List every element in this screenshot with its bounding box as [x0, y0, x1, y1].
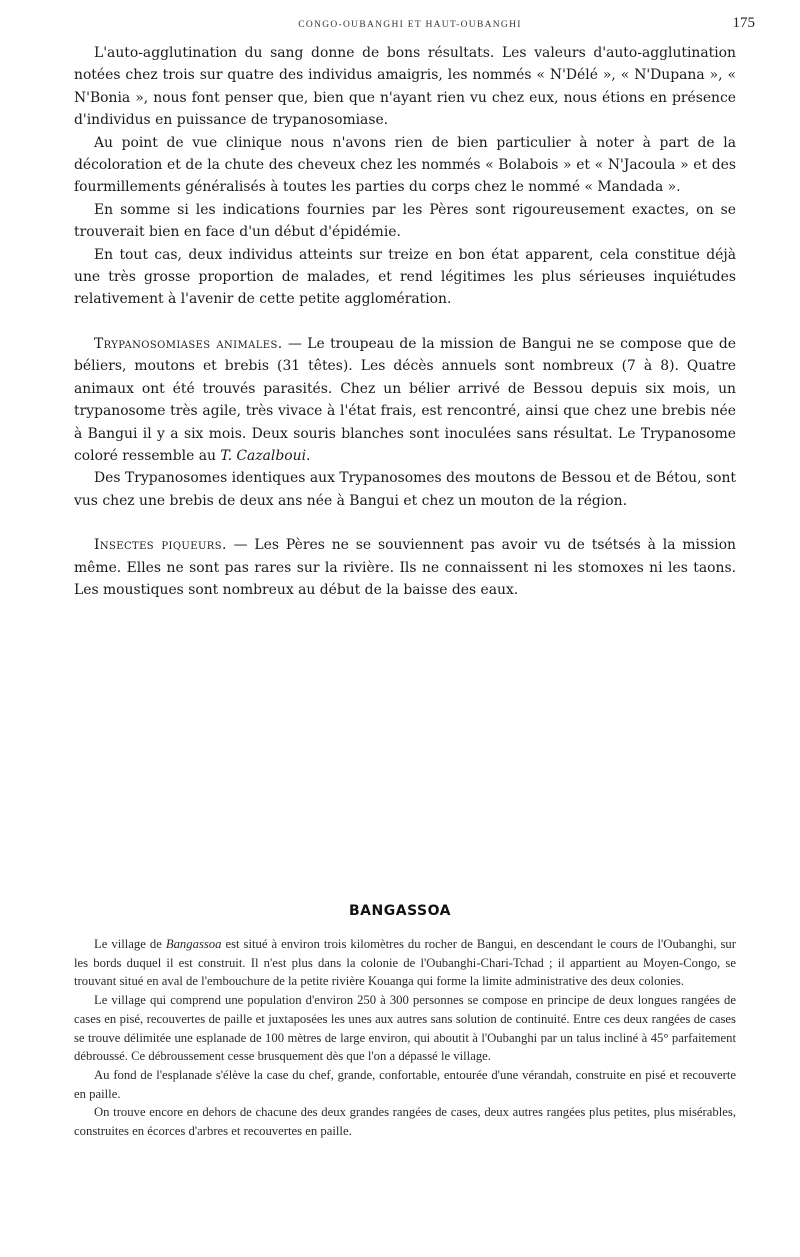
paragraph-auto-agglutination: L'auto-agglutination du sang donne de bons résultats. Les valeurs d'auto-agglutination notées chez trois sur quatre des individus amaigris, les nommés « N'Délé », « N'Dupana », « N'Bonia », nous font penser que, bien que n'ayant rien vu chez eux, nous étions en présence d'individus en puissance de trypanosomiase.: [74, 45, 736, 129]
running-header: CONGO-OUBANGHI ET HAUT-OUBANGHI: [298, 20, 522, 30]
paragraph-conclusion: En tout cas, deux individus atteints sur treize en bon état apparent, cela constitue déjà une très grosse proportion de malades, et rend légitimes les plus sérieuses inquiétudes relativement à l'avenir de cette petite agglomération.: [74, 246, 736, 308]
bangassoa-paragraph-location: [74, 935, 736, 991]
place-name: Bangassoa: [165, 937, 222, 951]
page-number: 175: [732, 15, 755, 31]
paragraph-trypanosomiases: [74, 333, 736, 467]
bangassoa-location-start: Le village de: [94, 937, 166, 951]
bangassoa-paragraph-village: Le village qui comprend une population d'environ 250 à 300 personnes se compose en principe de deux longues rangées de cases en pisé, recouvertes de paille et juxtaposées les unes aux autres sans solution de continuité. Entre ces deux rangées de cases se trouve délimitée une esplanade de 100 mètres de large environ, qui aboutit à l'Oubanghi par un talus incliné à 45° parfaitement débroussé. Ce débroussement cesse brusquement dès que l'on a dépassé le village.: [74, 993, 736, 1064]
bangassoa-text: [74, 935, 736, 1141]
paragraph-clinical: Au point de vue clinique nous n'avons rien de bien particulier à noter à part de la décoloration et de la chute des cheveux chez les nommés « Bolabois » et « N'Jacoula » et des fourmillements généralisés à toutes les parties du corps chez le nommé « Mandada ».: [74, 134, 736, 196]
bangassoa-location-rest: est situé à environ trois kilomètres du rocher de Bangui, en descendant le cours de l'Oubanghi, sur les bords duquel il est construit. Il n'est plus dans la colonie de l'Oubanghi-Chari-Tchad ; il appartient au Moyen-Congo, se trouvant situé en aval de l'embouchure de la petite rivière Kouanga qui forme la limite administrative des deux colonies.: [74, 937, 736, 989]
main-text: [74, 42, 736, 601]
bangassoa-paragraph-rows: On trouve encore en dehors de chacune des deux grandes rangées de cases, deux autres rangées plus petites, plus misérables, construites en écorces d'arbres et recouvertes en paille.: [74, 1105, 736, 1139]
section-heading-trypanosomiases: Trypanosomiases animales.: [94, 335, 283, 352]
trypanosomiases-text-end: .: [306, 447, 311, 464]
paragraph-insectes: [74, 534, 736, 601]
species-name: T. Cazalboui: [220, 447, 307, 464]
section-title-bangassoa: BANGASSOA: [349, 903, 451, 919]
bangassoa-paragraph-chief-hut: Au fond de l'esplanade s'élève la case du chef, grande, confortable, entourée d'une vérandah, construite en pisé et recouverte en paille.: [74, 1067, 736, 1101]
trypanosomiases-text: — Le troupeau de la mission de Bangui ne se compose que de béliers, moutons et brebis (31 têtes). Les décès annuels sont nombreux (7 à 8). Quatre animaux ont été trouvés parasités. Chez un bélier arrivé de Bessou depuis six mois, un trypanosome très agile, très vivace à l'état frais, est rencontré, ainsi que chez une brebis née à Bangui il y a six mois. Deux souris blanches sont inoculées sans résultat. Le Trypanosome coloré ressemble au: [74, 335, 736, 464]
section-heading-insectes: Insectes piqueurs.: [94, 537, 227, 554]
paragraph-trypanosomes-identical: Des Trypanosomes identiques aux Trypanosomes des moutons de Bessou et de Bétou, sont vus chez une brebis de deux ans née à Bangui et chez un mouton de la région.: [74, 470, 736, 509]
insectes-text: — Les Pères ne se souviennent pas avoir vu de tsétsés à la mission même. Elles ne sont pas rares sur la rivière. Ils ne connaissent ni les stomoxes ni les taons. Les moustiques sont nombreux au début de la baisse des eaux.: [74, 537, 737, 598]
paragraph-summary: En somme si les indications fournies par les Pères sont rigoureusement exactes, on se trouverait bien en face d'un début d'épidémie.: [74, 201, 736, 241]
